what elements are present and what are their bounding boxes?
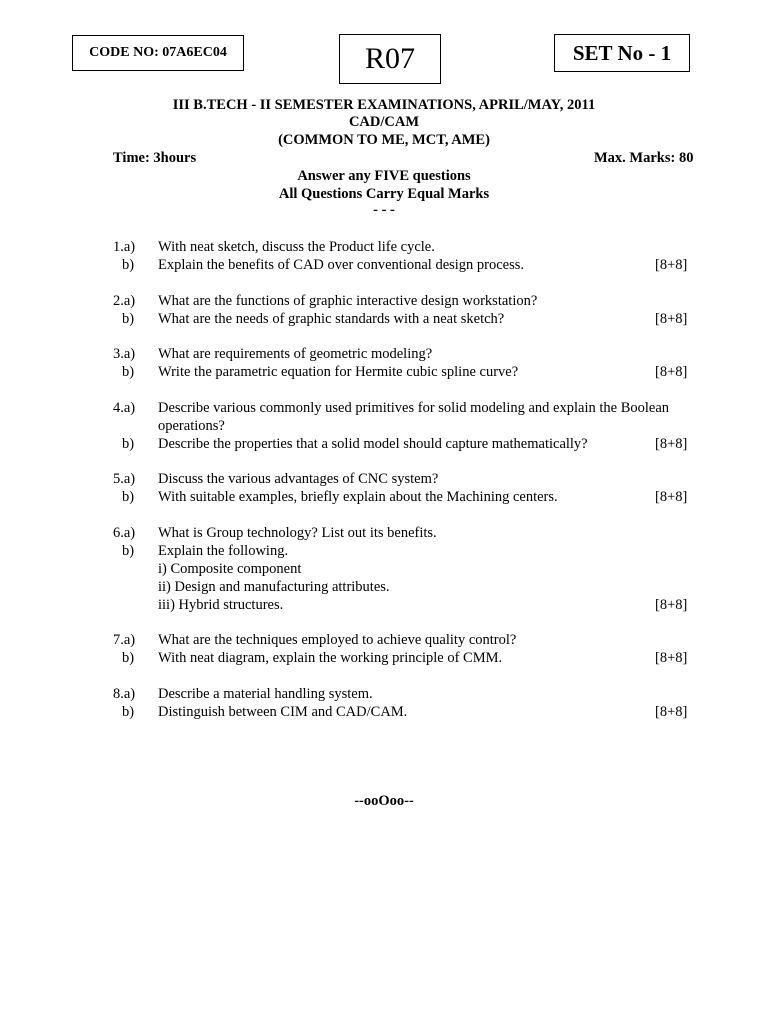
question-number: 5.a) <box>113 471 136 487</box>
question-part-b-label: b) <box>122 364 135 380</box>
question-part-b-label: b) <box>122 489 135 505</box>
subject-name: CAD/CAM <box>348 114 420 130</box>
question-part-a: Discuss the various advantages of CNC system? <box>158 471 439 487</box>
question-number: 7.a) <box>113 632 136 648</box>
sub-item: ii) Design and manufacturing attributes. <box>158 579 390 595</box>
question-number: 6.a) <box>113 525 136 541</box>
question-part-b: With neat diagram, explain the working principle of CMM. <box>158 650 503 666</box>
code-number-box: CODE NO: 07A6EC04 <box>72 35 244 71</box>
question-number: 1.a) <box>113 239 136 255</box>
question-number: 4.a) <box>113 400 136 416</box>
question-marks: [8+8] <box>655 364 688 380</box>
question-part-b-label: b) <box>122 650 135 666</box>
question-part-b-label: b) <box>122 704 135 720</box>
instruction-answer-five: Answer any FIVE questions <box>297 168 471 184</box>
question-part-a: What is Group technology? List out its benefits. <box>158 525 437 541</box>
question-marks: [8+8] <box>655 650 688 666</box>
exam-title: III B.TECH - II SEMESTER EXAMINATIONS, APRIL/MAY, 2011 <box>172 97 596 113</box>
question-marks: [8+8] <box>655 489 688 505</box>
question-part-b: Describe the properties that a solid model should capture mathematically? <box>158 436 588 452</box>
question-part-b: Write the parametric equation for Hermite cubic spline curve? <box>158 364 519 380</box>
question-part-a: What are the functions of graphic interactive design workstation? <box>158 293 538 309</box>
footer-end-mark: --ooOoo-- <box>354 793 414 809</box>
instruction-equal-marks: All Questions Carry Equal Marks <box>278 186 490 202</box>
question-number: 8.a) <box>113 686 136 702</box>
question-part-a: What are requirements of geometric modeling? <box>158 346 433 362</box>
question-marks: [8+8] <box>655 257 688 273</box>
question-part-a: Describe a material handling system. <box>158 686 373 702</box>
set-number-box: SET No - 1 <box>554 34 690 72</box>
question-part-a: What are the techniques employed to achieve quality control? <box>158 632 517 648</box>
separator: - - - <box>373 202 395 218</box>
question-part-b-label: b) <box>122 436 135 452</box>
question-part-a: Describe various commonly used primitives for solid modeling and explain the Boolean <box>158 400 670 416</box>
question-part-a: With neat sketch, discuss the Product life cycle. <box>158 239 435 255</box>
question-part-b-label: b) <box>122 311 135 327</box>
question-part-b: Distinguish between CIM and CAD/CAM. <box>158 704 408 720</box>
sub-item: i) Composite component <box>158 561 302 577</box>
question-part-b: What are the needs of graphic standards with a neat sketch? <box>158 311 505 327</box>
regulation-box: R07 <box>339 34 441 84</box>
question-part-b: Explain the benefits of CAD over conventional design process. <box>158 257 525 273</box>
common-to: (COMMON TO ME, MCT, AME) <box>278 132 490 148</box>
sub-item: iii) Hybrid structures. <box>158 597 284 613</box>
question-part-b: With suitable examples, briefly explain about the Machining centers. <box>158 489 558 505</box>
max-marks-label: Max. Marks: 80 <box>594 150 694 166</box>
question-marks: [8+8] <box>655 311 688 327</box>
question-part-b-label: b) <box>122 257 135 273</box>
question-number: 3.a) <box>113 346 136 362</box>
question-marks: [8+8] <box>655 436 688 452</box>
question-marks: [8+8] <box>655 704 688 720</box>
question-part-b-label: b) <box>122 543 135 559</box>
question-marks: [8+8] <box>655 597 688 613</box>
question-part-b: Explain the following. <box>158 543 289 559</box>
time-label: Time: 3hours <box>113 150 197 166</box>
question-part-a-continued: operations? <box>158 418 225 434</box>
question-number: 2.a) <box>113 293 136 309</box>
